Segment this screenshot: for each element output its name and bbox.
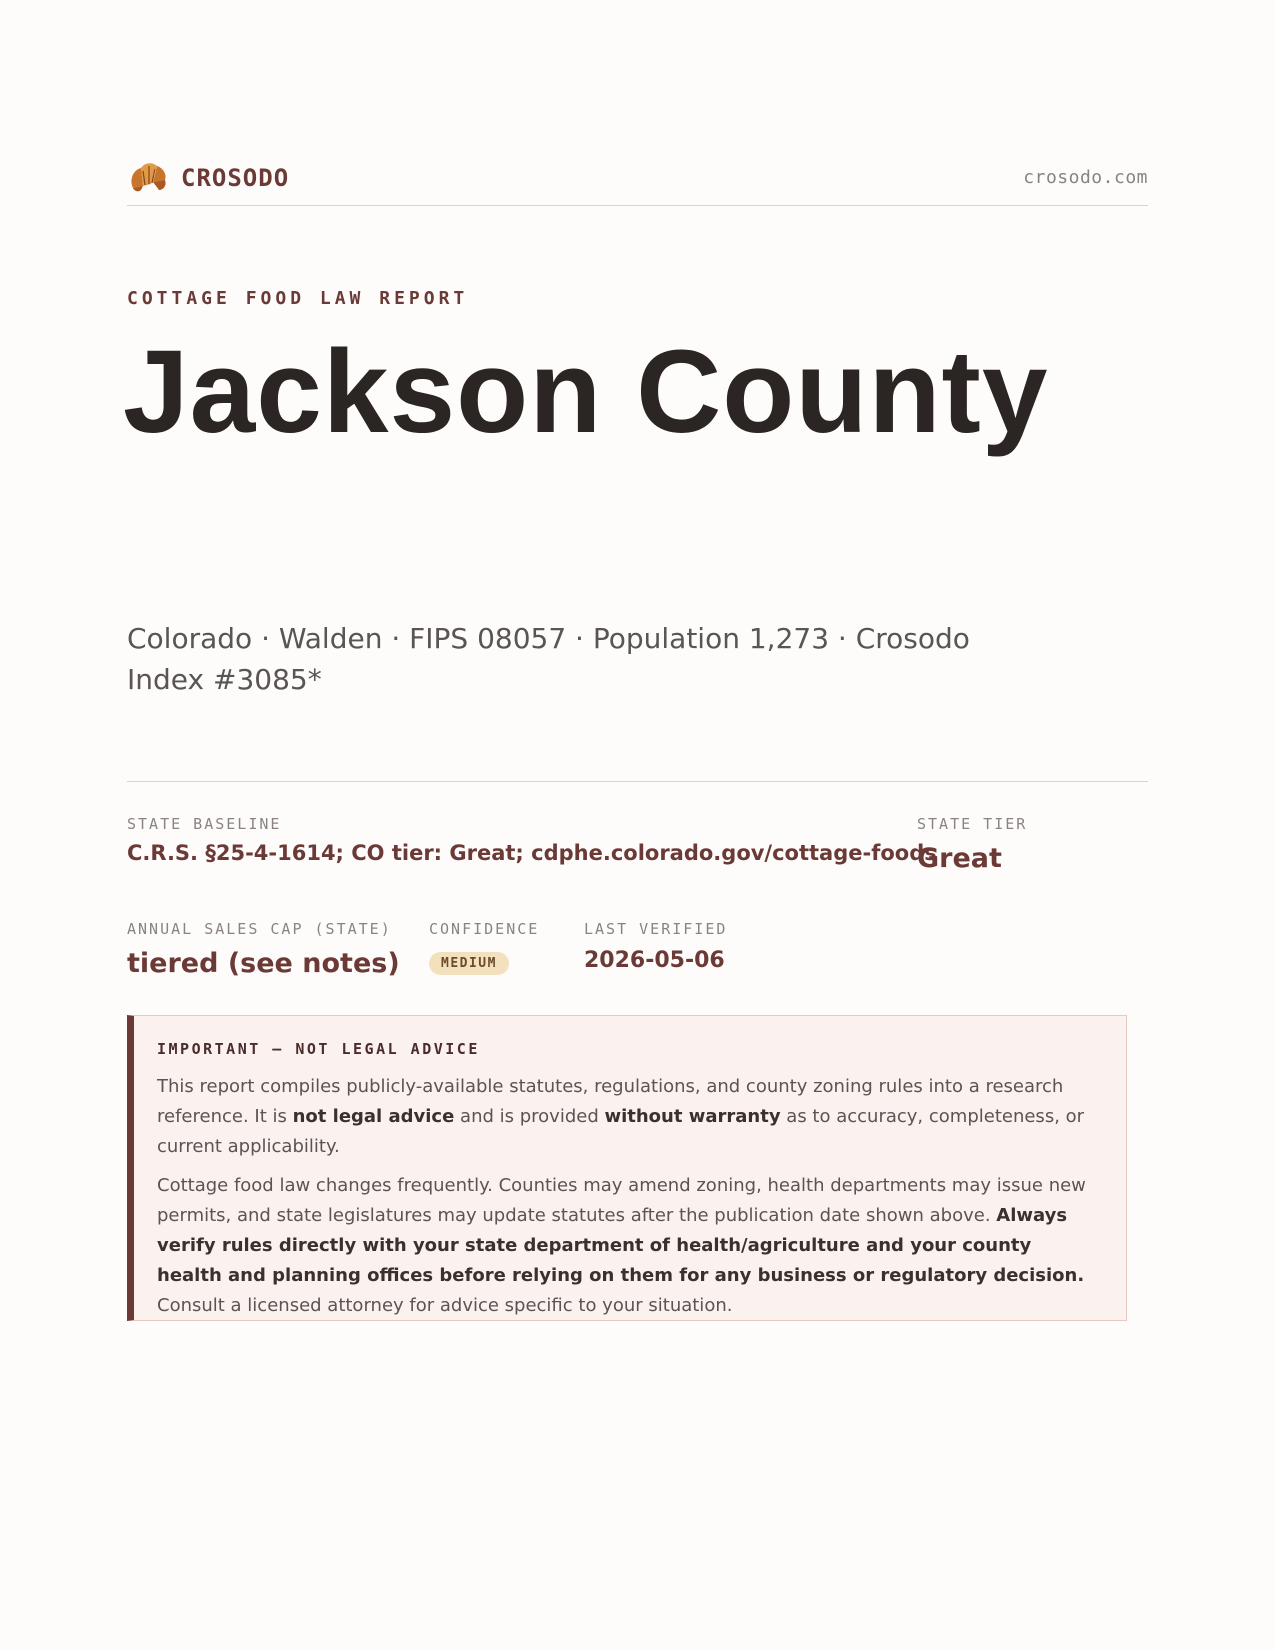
disclaimer-text: Consult a licensed attorney for advice specific to your situation. xyxy=(157,1295,733,1316)
state-baseline-field xyxy=(127,815,937,865)
croissant-icon xyxy=(127,158,169,198)
site-url[interactable]: crosodo.com xyxy=(1023,167,1148,188)
brand-name: CROSODO xyxy=(181,164,290,192)
sales-cap-field xyxy=(127,920,400,979)
state-baseline-value: C.R.S. §25-4-1614; CO tier: Great; cdphe.colorado.gov/cottage-foods xyxy=(127,841,937,865)
disclaimer-text: and is provided xyxy=(454,1106,605,1127)
disclaimer-title: IMPORTANT — NOT LEGAL ADVICE xyxy=(157,1040,480,1058)
confidence-badge: MEDIUM xyxy=(429,952,509,975)
last-verified-value: 2026-05-06 xyxy=(584,948,725,973)
disclaimer-emphasis: not legal advice xyxy=(292,1106,455,1127)
disclaimer-text: as to accuracy, completeness, or current applicability. xyxy=(157,1106,1085,1157)
field-label: ANNUAL SALES CAP (STATE) xyxy=(127,920,392,938)
section-divider xyxy=(127,781,1148,782)
disclaimer-paragraph xyxy=(157,1171,1100,1321)
state-tier-value: Great xyxy=(917,843,1002,874)
last-verified-field xyxy=(584,920,727,973)
page-header xyxy=(127,158,1148,202)
disclaimer-text: This report compiles publicly-available statutes, regulations, and county zoning rules into a research reference. It is xyxy=(157,1076,1064,1127)
disclaimer-paragraph xyxy=(157,1072,1100,1162)
header-divider xyxy=(127,205,1148,206)
page-title: Jackson County xyxy=(123,326,1049,458)
county-subtitle: Colorado · Walden · FIPS 08057 · Population 1,273 · Crosodo Index #3085* xyxy=(127,622,970,696)
brand-logo[interactable] xyxy=(127,158,289,198)
field-label: CONFIDENCE xyxy=(429,920,540,938)
report-eyebrow: COTTAGE FOOD LAW REPORT xyxy=(127,288,469,309)
field-label: STATE BASELINE xyxy=(127,815,282,833)
state-tier-field xyxy=(917,815,1027,874)
disclaimer-emphasis: without warranty xyxy=(604,1106,781,1127)
disclaimer-emphasis: Always verify rules directly with your state department of health/agriculture and your county health and planning offices before relying on them for any business or regulatory decision. xyxy=(157,1205,1085,1286)
sales-cap-value: tiered (see notes) xyxy=(127,948,400,979)
report-page xyxy=(123,0,1148,1650)
legal-disclaimer xyxy=(127,1015,1127,1321)
confidence-field xyxy=(429,920,539,975)
field-label: STATE TIER xyxy=(917,815,1028,833)
field-label: LAST VERIFIED xyxy=(584,920,728,938)
disclaimer-text: Cottage food law changes frequently. Counties may amend zoning, health departments may issue new permits, and state legislatures may update statutes after the publication date shown above. xyxy=(157,1175,1086,1226)
